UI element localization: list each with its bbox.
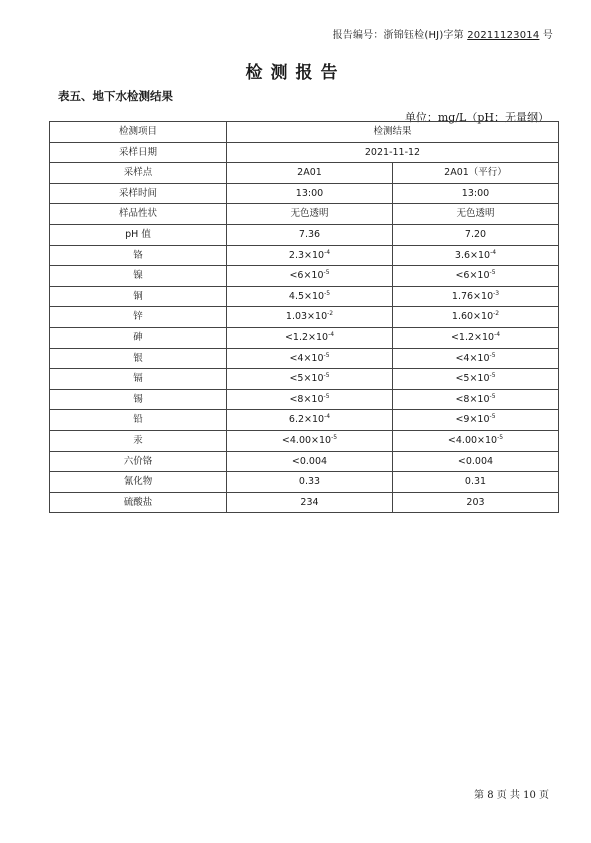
value-exponent: -4 [494, 330, 501, 338]
value-exponent: -5 [489, 413, 496, 421]
value-exponent: -5 [324, 289, 331, 297]
table-row [50, 327, 559, 348]
document-title: 检测报告 [245, 63, 346, 83]
value-base: <8×10 [455, 393, 490, 405]
row-item-label: 铅 [50, 410, 227, 431]
report-number-suffix: 号 [539, 30, 553, 41]
sampling-date-value: 2021-11-12 [227, 142, 559, 163]
value-exponent: -4 [324, 248, 331, 256]
value-base: 1.60×10 [451, 311, 494, 323]
value-exponent: -5 [489, 392, 496, 400]
value-base: <6×10 [455, 270, 490, 282]
sampling-date-row [50, 142, 559, 163]
row-value-b [393, 430, 559, 451]
value-base: <4×10 [289, 352, 324, 364]
value-exponent: -5 [489, 372, 496, 380]
row-value-a: 0.33 [227, 472, 393, 493]
table-row [50, 286, 559, 307]
row-value-a [227, 430, 393, 451]
table-row [50, 245, 559, 266]
value-base: <4.00×10 [281, 434, 332, 446]
row-item-label: 六价铬 [50, 451, 227, 472]
row-value-a [227, 348, 393, 369]
row-value-b [393, 410, 559, 431]
row-value-a [227, 286, 393, 307]
value-base: <1.2×10 [450, 331, 495, 343]
row-item-label: 铬 [50, 245, 227, 266]
table-row [50, 389, 559, 410]
row-value-a: <0.004 [227, 451, 393, 472]
value-base: <9×10 [455, 414, 490, 426]
value-exponent: -5 [323, 392, 330, 400]
row-value-b [393, 286, 559, 307]
header-row [50, 122, 559, 143]
report-number [333, 26, 553, 41]
results-table [49, 121, 559, 513]
value-base: <4×10 [455, 352, 490, 364]
row-item-label: 汞 [50, 430, 227, 451]
row-item-label: 样品性状 [50, 204, 227, 225]
value-exponent: -5 [331, 433, 338, 441]
row-value-a: 7.36 [227, 224, 393, 245]
header-item-cell: 检测项目 [50, 122, 227, 143]
row-value-b [393, 369, 559, 390]
table-row [50, 492, 559, 513]
page-footer: 第 8 页 共 10 页 [474, 790, 549, 801]
row-item-label: 镍 [50, 266, 227, 287]
value-base: <8×10 [289, 393, 324, 405]
value-base: 3.6×10 [454, 249, 491, 261]
value-exponent: -4 [490, 248, 497, 256]
row-value-a [227, 266, 393, 287]
row-value-a [227, 389, 393, 410]
value-base: <6×10 [289, 270, 324, 282]
row-value-b: 13:00 [393, 183, 559, 204]
row-value-b: 7.20 [393, 224, 559, 245]
value-exponent: -3 [493, 289, 500, 297]
row-item-label: 镉 [50, 369, 227, 390]
row-value-a [227, 327, 393, 348]
row-item-label: pH 值 [50, 224, 227, 245]
row-item-label: 银 [50, 348, 227, 369]
value-exponent: -5 [323, 372, 330, 380]
value-base: 1.03×10 [285, 311, 328, 323]
header-result-cell: 检测结果 [227, 122, 559, 143]
table-row [50, 204, 559, 225]
value-exponent: -5 [323, 269, 330, 277]
row-item-label: 锡 [50, 389, 227, 410]
value-base: <4.00×10 [447, 434, 498, 446]
row-value-b: 203 [393, 492, 559, 513]
value-exponent: -4 [324, 413, 331, 421]
row-value-b: 无色透明 [393, 204, 559, 225]
table-row [50, 430, 559, 451]
value-base: 1.76×10 [451, 290, 494, 302]
row-item-label: 铜 [50, 286, 227, 307]
row-value-a [227, 369, 393, 390]
table-row [50, 307, 559, 328]
value-base: <5×10 [455, 373, 490, 385]
row-item-label: 砷 [50, 327, 227, 348]
row-item-label: 氰化物 [50, 472, 227, 493]
unit-note: 单位：mg/L（pH：无量纲） [404, 111, 549, 124]
row-value-a [227, 307, 393, 328]
row-value-b: <0.004 [393, 451, 559, 472]
table-row [50, 472, 559, 493]
value-base: <5×10 [289, 373, 324, 385]
sampling-point-row [50, 163, 559, 184]
sampling-point-label: 采样点 [50, 163, 227, 184]
value-base: 6.2×10 [288, 414, 325, 426]
table-title: 表五、地下水检测结果 [58, 89, 173, 103]
value-exponent: -5 [497, 433, 504, 441]
row-value-a: 234 [227, 492, 393, 513]
table-row [50, 183, 559, 204]
value-exponent: -5 [323, 351, 330, 359]
value-base: 4.5×10 [288, 290, 325, 302]
row-value-a [227, 245, 393, 266]
row-value-b: 0.31 [393, 472, 559, 493]
row-value-b [393, 245, 559, 266]
row-value-a: 13:00 [227, 183, 393, 204]
table-row [50, 224, 559, 245]
value-base: <1.2×10 [284, 331, 329, 343]
sampling-date-label: 采样日期 [50, 142, 227, 163]
sampling-point-b: 2A01（平行） [393, 163, 559, 184]
table-row [50, 369, 559, 390]
value-base: 2.3×10 [288, 249, 325, 261]
row-item-label: 硫酸盐 [50, 492, 227, 513]
value-exponent: -4 [328, 330, 335, 338]
table-row [50, 348, 559, 369]
value-exponent: -5 [489, 269, 496, 277]
row-value-a: 无色透明 [227, 204, 393, 225]
table-row [50, 451, 559, 472]
report-number-value: 20211123014 [467, 30, 540, 41]
row-item-label: 锌 [50, 307, 227, 328]
row-value-b [393, 389, 559, 410]
row-value-b [393, 266, 559, 287]
row-value-a [227, 410, 393, 431]
table-row [50, 410, 559, 431]
value-exponent: -5 [489, 351, 496, 359]
row-item-label: 采样时间 [50, 183, 227, 204]
row-value-b [393, 327, 559, 348]
value-exponent: -2 [327, 310, 334, 318]
row-value-b [393, 307, 559, 328]
value-exponent: -2 [493, 310, 500, 318]
row-value-b [393, 348, 559, 369]
sampling-point-a: 2A01 [227, 163, 393, 184]
report-number-prefix: 报告编号：浙锦钰检(HJ)字第 [332, 30, 468, 41]
table-row [50, 266, 559, 287]
